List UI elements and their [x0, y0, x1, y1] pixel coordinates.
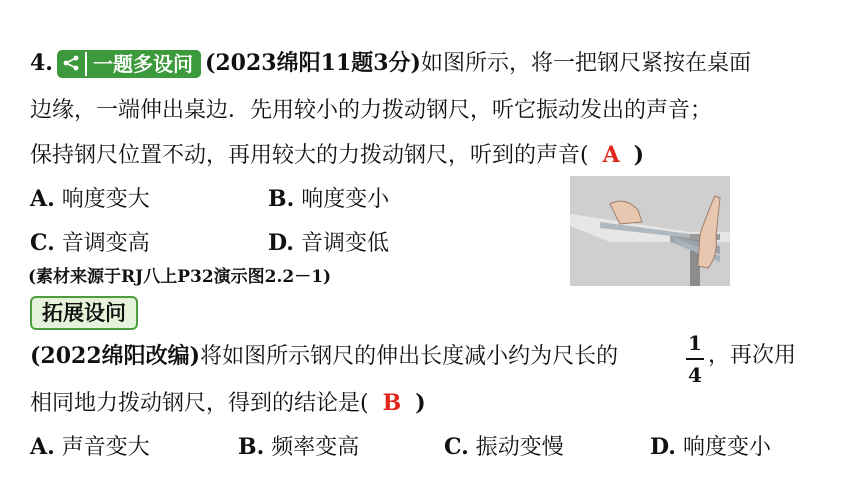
- option-d: D. 音调变低: [268, 230, 389, 256]
- ruler-table-photo: [570, 176, 730, 286]
- extension-line-1-tail: ，再次用: [708, 343, 797, 368]
- extension-text: 将如图所示钢尺的伸出长度减小约为尺长的: [200, 344, 619, 369]
- multi-question-badge: [57, 50, 201, 78]
- close-paren: ): [633, 142, 645, 168]
- answer-a: A: [602, 142, 620, 168]
- ext-option-b: B. 频率变高: [238, 434, 360, 460]
- ext-option-c: C. 振动变慢: [444, 434, 564, 460]
- extension-text: 相同地力拨动钢尺，得到的结论是(: [30, 391, 369, 416]
- fraction-one-quarter: [686, 330, 704, 388]
- question-number: 4.: [30, 50, 53, 76]
- extension-line-1: [30, 341, 618, 372]
- option-a: A. 响度变大: [30, 186, 150, 212]
- question-4-line-2: 边缘，一端伸出桌边．先用较小的力拨动钢尺，听它振动发出的声音；: [30, 98, 713, 123]
- share-icon: [63, 50, 79, 78]
- ext-option-a: A. 声音变大: [30, 434, 150, 460]
- option-c: C. 音调变高: [30, 230, 150, 256]
- badge-label: 一题多设问: [92, 52, 193, 76]
- extension-tag: 拓展设问: [30, 296, 138, 330]
- option-b: B. 响度变小: [268, 186, 390, 212]
- answer-b: B: [382, 390, 402, 416]
- close-paren: ): [415, 390, 426, 416]
- extension-source: (2022绵阳改编): [30, 343, 201, 369]
- extension-line-2: [30, 388, 426, 419]
- question-4-line-1: [30, 48, 751, 79]
- material-source: (素材来源于RJ八上P32演示图2.2－1): [28, 267, 332, 287]
- fraction-denominator: 4: [688, 363, 702, 387]
- question-4-line-3: [30, 140, 644, 171]
- ext-option-d: D. 响度变小: [650, 434, 771, 460]
- fraction-numerator: 1: [688, 331, 702, 355]
- question-text: 如图所示，将一把钢尺紧按在桌面: [420, 51, 751, 76]
- question-source: (2023绵阳11题3分): [204, 50, 421, 76]
- question-text: 保持钢尺位置不动，再用较大的力拨动钢尺，听到的声音(: [30, 143, 589, 168]
